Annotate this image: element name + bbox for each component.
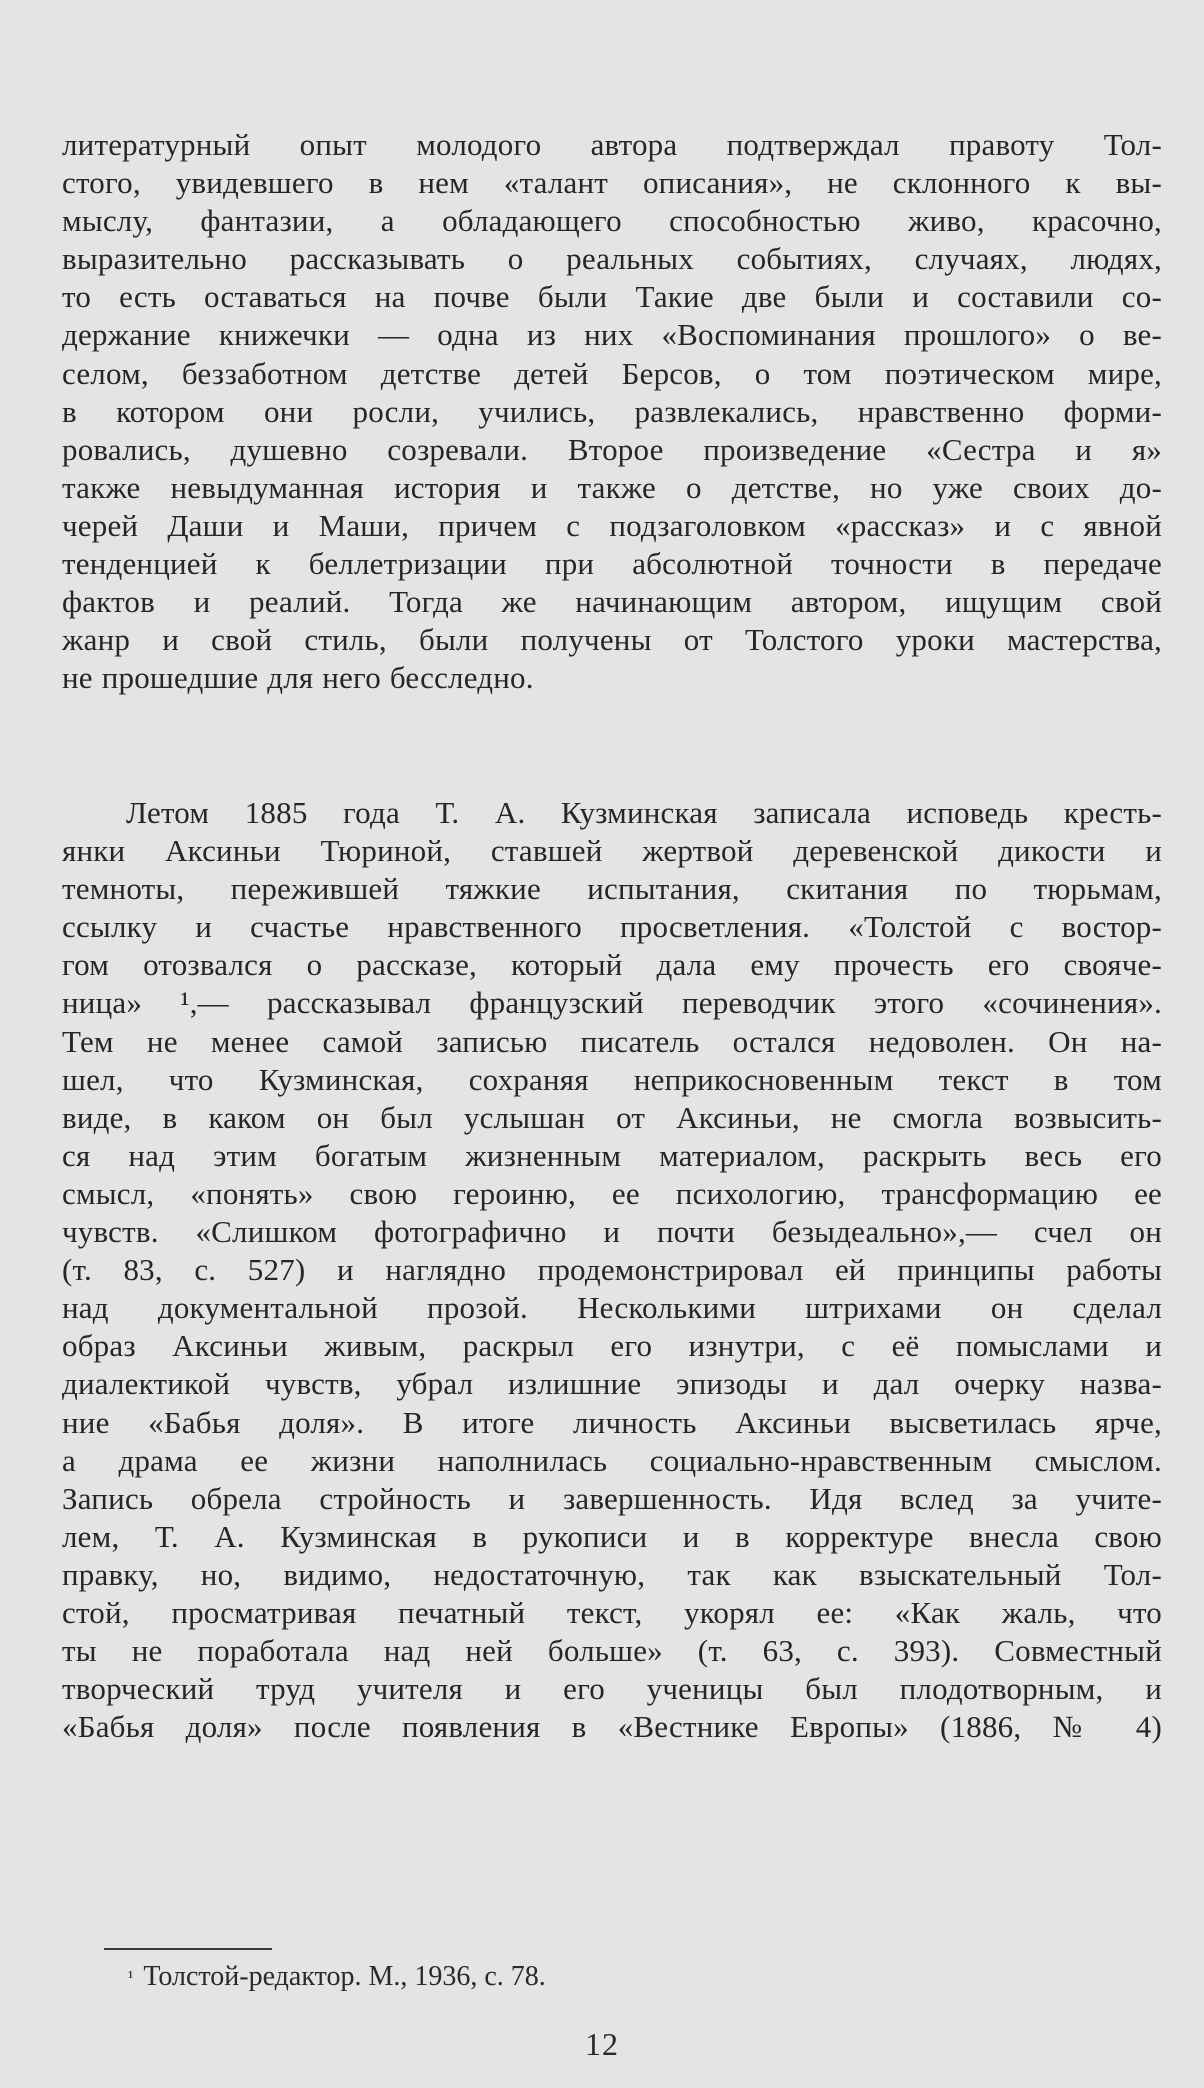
footnote-text: Толстой-редактор. М., 1936, с. 78. xyxy=(143,1961,546,1992)
text-line: лем, Т. А. Кузминская в рукописи и в корректуре внесла свою xyxy=(62,1518,1162,1554)
text-line: Тем не менее самой записью писатель остался недоволен. Он на- xyxy=(62,1023,1162,1059)
text-line: образ Аксиньи живым, раскрыл его изнутри, с её помыслами и xyxy=(62,1328,1162,1364)
text-line: виде, в каком он был услышан от Аксиньи, не смогла возвысить- xyxy=(62,1099,1162,1135)
text-line: темноты, пережившей тяжкие испытания, скитания по тюрьмам, xyxy=(62,871,1162,907)
text-line: правку, но, видимо, недостаточную, так как взыскательный Тол- xyxy=(62,1556,1162,1592)
text-line: (т. 83, с. 527) и наглядно продемонстрировал ей принципы работы xyxy=(62,1252,1162,1288)
text-line: ние «Бабья доля». В итоге личность Аксиньи высветилась ярче, xyxy=(62,1404,1162,1440)
text-line: Запись обрела стройность и завершенность. Идя вслед за учите- xyxy=(62,1480,1162,1516)
text-line: «Бабья доля» после появления в «Вестнике Европы» (1886, № 4) xyxy=(62,1709,1162,1745)
text-line: держание книжечки — одна из них «Воспоминания прошлого» о ве- xyxy=(62,317,1162,353)
text-line: а драма ее жизни наполнилась социально-нравственным смыслом. xyxy=(62,1442,1162,1478)
text-line: тенденцией к беллетризации при абсолютной точности в передаче xyxy=(62,546,1162,582)
text-line: ты не поработала над ней больше» (т. 63, с. 393). Совместный xyxy=(62,1633,1162,1669)
footnote-mark: ¹ xyxy=(128,1967,134,1987)
page-number: 12 xyxy=(585,2026,619,2062)
text-line: не прошедшие для него бесследно. xyxy=(62,660,534,696)
text-line: ница» ¹,— рассказывал французский переводчик этого «сочинения». xyxy=(62,985,1162,1021)
text-line: диалектикой чувств, убрал излишние эпизоды и дал очерку назва- xyxy=(62,1366,1162,1402)
text-line: фактов и реалий. Тогда же начинающим автором, ищущим свой xyxy=(62,584,1162,620)
text-line: ссылку и счастье нравственного просветления. «Толстой с востор- xyxy=(62,909,1162,945)
text-line: литературный опыт молодого автора подтверждал правоту Тол- xyxy=(62,127,1162,162)
paragraph-1 xyxy=(62,126,1162,697)
text-line: мыслу, фантазии, а обладающего способностью живо, красочно, xyxy=(62,203,1162,239)
text-line: смысл, «понять» свою героиню, ее психологию, трансформацию ее xyxy=(62,1175,1162,1211)
text-line: янки Аксиньи Тюриной, ставшей жертвой деревенской дикости и xyxy=(62,833,1162,869)
footnote xyxy=(128,1960,546,1994)
text-line: стой, просматривая печатный текст, укорял ее: «Как жаль, что xyxy=(62,1594,1162,1630)
text-line: жанр и свой стиль, были получены от Толстого уроки мастерства, xyxy=(62,622,1162,658)
text-line: то есть оставаться на почве были Такие две были и составили со- xyxy=(62,279,1162,315)
text-line: гом отозвался о рассказе, который дала ему прочесть его свояче- xyxy=(62,947,1162,983)
text-line: чувств. «Слишком фотографично и почти безыдеально»,— счел он xyxy=(62,1214,1162,1250)
text-line: творческий труд учителя и его ученицы был плодотворным, и xyxy=(62,1671,1162,1707)
text-line: стого, увидевшего в нем «талант описания», не склонного к вы- xyxy=(62,165,1162,201)
text-line: над документальной прозой. Несколькими штрихами он сделал xyxy=(62,1290,1162,1326)
text-line: ровались, душевно созревали. Второе произведение «Сестра и я» xyxy=(62,431,1162,467)
text-line: селом, беззаботном детстве детей Берсов, о том поэтическом мире, xyxy=(62,355,1162,391)
text-line: выразительно рассказывать о реальных событиях, случаях, людях, xyxy=(62,241,1162,277)
text-line: также невыдуманная история и также о детстве, но уже своих до- xyxy=(62,469,1162,505)
text-line: ся над этим богатым жизненным материалом, раскрыть весь его xyxy=(62,1137,1162,1173)
text-line: черей Даши и Маши, причем с подзаголовком «рассказ» и с явной xyxy=(62,507,1162,543)
text-line: Летом 1885 года Т. А. Кузминская записала исповедь кресть- xyxy=(126,795,1162,830)
text-line: в котором они росли, учились, развлекались, нравственно форми- xyxy=(62,393,1162,429)
text-line: шел, что Кузминская, сохраняя неприкосновенным текст в том xyxy=(62,1061,1162,1097)
footnote-divider xyxy=(104,1948,272,1950)
paragraph-2 xyxy=(62,794,1162,1746)
